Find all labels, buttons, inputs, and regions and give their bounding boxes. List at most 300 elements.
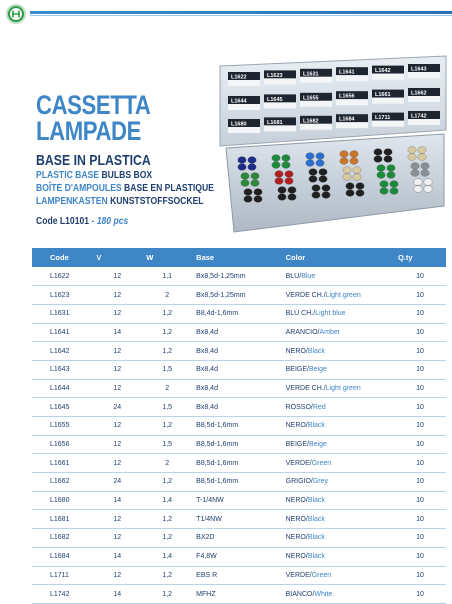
table-row [32,473,446,492]
lid-label-text: L1623 [267,72,283,79]
cell-color-en: Blue [301,272,316,280]
product-pieces: - 180 pcs [89,216,129,227]
bulb [322,192,330,199]
cell-volt: 14 [92,323,142,342]
bulb [282,155,290,162]
lid-label-strip [228,80,260,86]
lid-label-strip [336,75,368,81]
cell-watt: 1,2 [142,417,192,436]
lid-label-text: L1681 [267,119,283,126]
cell-base: Bx8,4d [192,398,281,417]
cell-color-en: Green [311,571,332,579]
cell-qty: 10 [394,435,446,454]
lid-label-strip [408,96,440,102]
cell-color-separator: / [323,384,326,392]
cell-qty: 10 [394,360,446,379]
translation-en-highlight: PLASTIC BASE [36,170,100,181]
cell-color-separator: / [307,366,309,374]
bulb [238,164,246,171]
cell-color-separator: / [310,478,313,486]
table-header-row [32,248,446,267]
page-subtitle: BASE IN PLASTICA [36,152,151,169]
lid-label-strip [372,98,404,104]
cell-base: B8,5d-1,6mm [192,435,281,454]
lid-label-strip [336,99,368,105]
table-row [32,360,446,379]
bulb [346,190,354,197]
cell-color-separator: / [312,590,315,598]
cell-volt: 12 [92,417,142,436]
bulb [346,183,354,190]
cell-volt: 12 [92,342,142,361]
table-row [32,491,446,510]
translation-en [36,170,152,181]
cell-color [282,342,394,361]
translation-fr-highlight: BOÎTE D'AMPOULES [36,183,122,194]
cell-watt: 1,1 [142,267,192,286]
top-frame [0,0,452,26]
cell-color [282,286,394,305]
cell-color-it: NERO [285,497,306,505]
cell-color-it: NERO [285,347,306,355]
cell-watt: 1,2 [142,342,192,361]
cell-color [282,454,394,473]
lid-label-text: L1622 [231,74,247,81]
bulb [241,173,249,180]
bulb [408,147,416,154]
cell-watt: 1,2 [142,473,192,492]
cell-color-it: VERDE [285,571,310,579]
cell-qty: 10 [394,286,446,305]
table-row [32,398,446,417]
cell-watt: 1,2 [142,585,192,604]
cell-color-separator: / [305,553,308,561]
product-code [36,216,128,227]
lid-label-strip [372,74,404,80]
lid-label-strip [228,104,260,110]
cell-color [282,566,394,585]
lid-label-text: L1655 [303,95,319,102]
lid-label-strip [372,121,404,127]
cell-watt: 1,2 [142,510,192,529]
cell-color-en: Black [307,347,325,355]
bulb [306,153,314,160]
cell-color [282,529,394,548]
bulb [390,181,398,188]
bulb [254,196,262,203]
cell-watt: 2 [142,379,192,398]
bulb [251,173,259,180]
bulb [350,151,358,158]
lid-label-text: L1742 [411,113,427,120]
bulb [421,163,429,170]
bulb [424,179,432,186]
cell-base: EBS R [192,566,281,585]
cell-color-en: Amber [319,328,341,336]
lid-label-text: L1643 [411,66,427,73]
cell-base: Bx8,4d [192,360,281,379]
cell-color [282,510,394,529]
bulb [353,167,361,174]
bulb [306,160,314,167]
bulb [374,149,382,156]
cell-code: L1641 [32,323,92,342]
lid-label-strip [336,122,368,128]
translation-fr [36,183,214,194]
cell-code: L1742 [32,585,92,604]
bulb [272,162,280,169]
translation-en-rest: BULBS BOX [101,170,153,181]
cell-color-separator: / [313,310,316,318]
lid-label-text: L1642 [375,68,391,75]
cell-qty: 10 [394,473,446,492]
cell-code: L1645 [32,398,92,417]
cell-base: Bx8,4d [192,342,281,361]
bulb [312,185,320,192]
cell-volt: 12 [92,379,142,398]
cell-color-en: Beige [308,366,327,374]
bulb [414,179,422,186]
lid-label-text: L1656 [339,93,355,100]
bulb [380,188,388,195]
cell-color-it: BLU CH. [285,310,314,318]
cell-qty: 10 [394,454,446,473]
cell-code: L1644 [32,379,92,398]
title-line-1: CASSETTA [36,90,151,120]
bulb [343,174,351,181]
cell-qty: 10 [394,491,446,510]
bulb [278,194,286,201]
cell-color-en: Black [307,553,325,561]
cell-qty: 10 [394,547,446,566]
cell-color-en: Beige [308,441,327,449]
bulb [316,153,324,160]
cell-volt: 12 [92,435,142,454]
bulb [418,147,426,154]
cell-color-it: NERO [285,534,306,542]
table-row [32,529,446,548]
cell-color-en: Light green [325,291,361,299]
cell-volt: 12 [92,360,142,379]
table-row [32,435,446,454]
header-rule-thin [30,15,452,16]
cell-watt: 2 [142,454,192,473]
cell-watt: 1,5 [142,360,192,379]
cell-code: L1656 [32,435,92,454]
cell-color-separator: / [305,534,308,542]
table-row [32,323,446,342]
table-row [32,286,446,305]
cell-color-separator: / [305,515,308,523]
cell-qty: 10 [394,417,446,436]
cell-qty: 10 [394,510,446,529]
cell-color [282,417,394,436]
cell-qty: 10 [394,323,446,342]
bulb [309,176,317,183]
bulb [251,180,259,187]
lid-label-text: L1662 [411,90,427,97]
cell-color-separator: / [305,497,308,505]
cell-base: B8,4d-1,6mm [192,304,281,323]
table-row [32,417,446,436]
table-row [32,566,446,585]
cell-color-separator: / [317,328,320,336]
bulb [275,171,283,178]
bulb [238,157,246,164]
bulb [316,160,324,167]
table-row [32,454,446,473]
bulb [309,169,317,176]
cell-base: Bx8,5d-1,25mm [192,267,281,286]
bulb [411,163,419,170]
table-row [32,585,446,604]
bulb [356,183,364,190]
brand-logo [6,4,26,24]
bulb [285,178,293,185]
cell-color-en: White [314,590,333,598]
cell-color-en: Red [312,403,326,411]
lid-label-strip [228,127,260,133]
bulb [377,172,385,179]
cell-base: B8,5d-1,6mm [192,454,281,473]
bulb [384,149,392,156]
cell-color [282,491,394,510]
cell-color-en: Black [307,422,325,430]
cell-color-it: VERDE [285,459,310,467]
lid-label-text: L1631 [303,71,319,78]
translation-de-rest: KUNSTSTOFFSOCKEL [110,196,204,207]
cell-base: F4,8W [192,547,281,566]
cell-watt: 1,2 [142,304,192,323]
bulb [418,154,426,161]
cell-volt: 12 [92,566,142,585]
bulb [244,196,252,203]
bulb [241,180,249,187]
cell-watt: 1,5 [142,435,192,454]
cell-color-en: Black [307,534,325,542]
bulb [408,154,416,161]
lid-label-text: L1641 [339,69,355,76]
cell-code: L1623 [32,286,92,305]
title-line-2: LAMPADE [36,116,141,146]
cell-color [282,304,394,323]
translation-fr-rest: BASE EN PLASTIQUE [124,183,214,194]
specification-table [32,248,446,604]
cell-color [282,267,394,286]
cell-qty: 10 [394,267,446,286]
cell-color-it: NERO [285,515,306,523]
cell-volt: 14 [92,585,142,604]
bulb [244,189,252,196]
cell-code: L1622 [32,267,92,286]
table-row [32,510,446,529]
lid-label-strip [300,101,332,107]
bulb [411,170,419,177]
cell-volt: 12 [92,454,142,473]
header-qty: Q.ty [394,248,446,267]
cell-qty: 10 [394,342,446,361]
bulb [387,165,395,172]
bulb [377,165,385,172]
cell-qty: 10 [394,304,446,323]
cell-code: L1642 [32,342,92,361]
cell-code: L1681 [32,510,92,529]
header-rule [30,11,452,14]
bulb [319,176,327,183]
cell-volt: 12 [92,267,142,286]
bulb [340,151,348,158]
cell-color [282,585,394,604]
cell-color-it: ARANCIO [285,328,318,336]
cell-base: Bx8,5d-1,25mm [192,286,281,305]
bulb [288,187,296,194]
lid-label-strip [300,124,332,130]
cell-watt: 1,5 [142,398,192,417]
page-title [36,92,150,144]
cell-color-separator: / [323,291,326,299]
header-volt: V [92,248,142,267]
cell-color-it: NERO [285,422,306,430]
cell-color-separator: / [309,459,312,467]
bulb [380,181,388,188]
cell-color-en: Grey [312,478,329,486]
header-watt: W [142,248,192,267]
cell-base: B8,5d-1,6mm [192,473,281,492]
cell-code: L1655 [32,417,92,436]
cell-watt: 1,4 [142,547,192,566]
cell-code: L1711 [32,566,92,585]
cell-watt: 1,2 [142,566,192,585]
cell-color-it: ROSSO [285,403,311,411]
cell-qty: 10 [394,379,446,398]
header-base: Base [192,248,281,267]
bulb [343,167,351,174]
lid-label-strip [300,77,332,83]
bulb [312,192,320,199]
cell-base: Bx8,4d [192,379,281,398]
cell-color-separator: / [310,403,313,411]
bulb [282,162,290,169]
header-code: Code [32,248,92,267]
bulb [275,178,283,185]
lid-label-text: L1680 [231,121,247,128]
cell-color-separator: / [299,272,302,280]
cell-base: Bx8,4d [192,323,281,342]
bulb [288,194,296,201]
cell-color [282,379,394,398]
product-code-label: Code L10101 [36,216,90,227]
cell-volt: 14 [92,491,142,510]
cell-color-it: VERDE CH. [285,291,324,299]
bulb [248,157,256,164]
table-row [32,379,446,398]
translation-de [36,196,204,207]
cell-color-en: Light green [325,384,361,392]
cell-volt: 24 [92,398,142,417]
lid-label-text: L1661 [375,92,391,99]
bulb [248,164,256,171]
cell-color-en: Black [307,515,325,523]
bulb [421,170,429,177]
cell-color-it: BLU [285,272,300,280]
cell-qty: 10 [394,529,446,548]
cell-base: B8,5d-1,6mm [192,417,281,436]
cell-watt: 2 [142,286,192,305]
cell-code: L1684 [32,547,92,566]
cell-color-it: BIANCO [285,590,313,598]
cell-code: L1680 [32,491,92,510]
cell-color [282,473,394,492]
cell-volt: 12 [92,529,142,548]
cell-color-it: GRIGIO [285,478,311,486]
lid-label-text: L1684 [339,116,355,123]
bulbs-box-photo [220,56,446,232]
cell-color-en: Black [307,497,325,505]
bulb [340,158,348,165]
cell-qty: 10 [394,566,446,585]
cell-base: T-1/4NW [192,491,281,510]
lid-label-strip [408,72,440,78]
cell-qty: 10 [394,585,446,604]
cell-color-en: Light blue [315,310,346,318]
table-row [32,267,446,286]
bulb [384,156,392,163]
lid-label-text: L1711 [375,115,391,122]
bulb [387,172,395,179]
cell-volt: 12 [92,510,142,529]
cell-base: MFHZ [192,585,281,604]
cell-color-en: Green [311,459,332,467]
cell-color-separator: / [307,441,309,449]
cell-color [282,360,394,379]
bulb [254,189,262,196]
cell-volt: 24 [92,473,142,492]
cell-color-it: VERDE CH. [285,384,324,392]
lid-label-text: L1645 [267,96,283,103]
cell-color [282,323,394,342]
cell-color-separator: / [305,422,308,430]
cell-color [282,398,394,417]
lid-label-text: L1644 [231,98,247,105]
cell-color-it: BEIGE [285,366,308,374]
bulb [350,158,358,165]
bulb [272,155,280,162]
bulb [353,174,361,181]
cell-base: T1/4NW [192,510,281,529]
cell-watt: 1,2 [142,529,192,548]
lid-label-strip [408,119,440,125]
bulb [414,186,422,193]
cell-color-it: BEIGE [285,441,308,449]
cell-code: L1661 [32,454,92,473]
bulb [278,187,286,194]
bulb [390,188,398,195]
cell-code: L1662 [32,473,92,492]
lid-label-strip [264,102,296,108]
cell-volt: 14 [92,547,142,566]
table-row [32,304,446,323]
table-row [32,342,446,361]
bulb [285,171,293,178]
cell-code: L1643 [32,360,92,379]
cell-code: L1682 [32,529,92,548]
bulb [319,169,327,176]
bulb [374,156,382,163]
cell-code: L1631 [32,304,92,323]
cell-color-it: NERO [285,553,306,561]
cell-color [282,547,394,566]
header-color: Color [282,248,394,267]
